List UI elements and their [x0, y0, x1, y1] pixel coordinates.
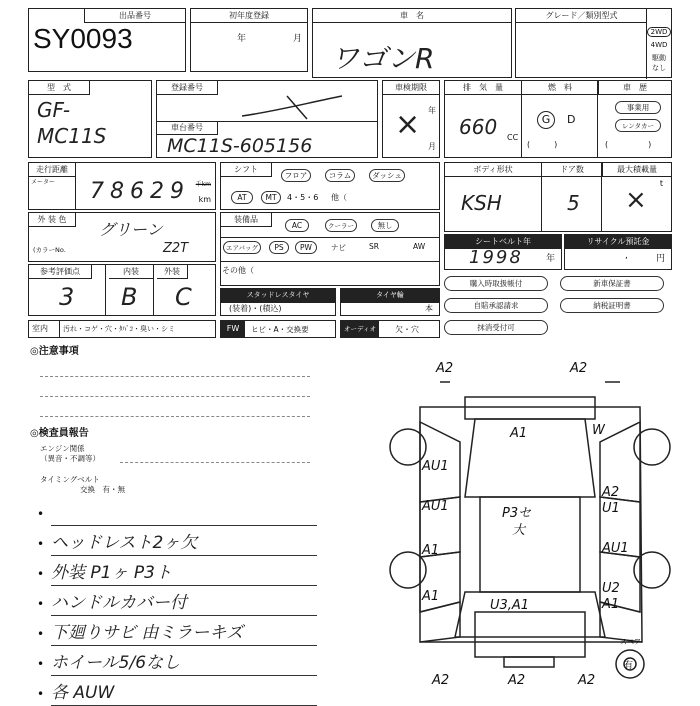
fw-box [220, 320, 336, 338]
equip-navi: ナビ [331, 243, 346, 252]
inspector-line: • 外装 P1ヶ P3ト [37, 560, 317, 586]
mark-top-right: A2 [570, 361, 588, 376]
equipment-label: 装備品 [221, 213, 272, 227]
mileage-label: 走行距離 [29, 163, 76, 177]
audio-box [340, 320, 440, 338]
shift-mt: MT [261, 191, 281, 204]
mileage-km: km [198, 195, 211, 204]
overall-grade: 3 [59, 283, 75, 311]
overall-grade-label: 参考評価点 [29, 265, 92, 279]
shift-dash: ダッシュ [369, 169, 405, 182]
doc-warranty: 新車保証書 [560, 276, 664, 291]
first-reg-year-unit: 年 [237, 34, 247, 44]
color-code-value: Z2T [163, 241, 189, 256]
equip-cooler: クーラー [325, 219, 357, 232]
mark-lf2: AU1 [422, 499, 449, 514]
mileage-box [28, 162, 216, 210]
first-registration-box [190, 8, 308, 72]
shift-floor: フロア [281, 169, 311, 182]
equip-ps: PS [269, 241, 289, 254]
exterior-grade-label: 外装 [157, 265, 188, 279]
displacement-value: 660 [459, 115, 498, 139]
inspection-month-unit: 月 [428, 142, 436, 151]
mileage-digits: 78629 [90, 179, 190, 204]
doors-label: ドア数 [541, 163, 602, 176]
studless-label: スタッドレスタイヤ [221, 289, 335, 303]
color-box [28, 212, 216, 262]
registration-cross-out [237, 91, 347, 121]
doors-value: 5 [567, 191, 580, 215]
seatbelt-box [444, 234, 562, 270]
spare-value: 有 [624, 661, 634, 671]
inspector-line: • ホイール5/6なし [37, 650, 317, 676]
inspector-label: ◎検査員報告 [30, 428, 89, 439]
mark-center2: 大 [512, 523, 526, 538]
car-name-value: ワゴンR [331, 42, 435, 75]
mark-rr: U2 [602, 581, 620, 596]
mark-top-left: A2 [436, 361, 454, 376]
exterior-grade: C [175, 283, 192, 311]
doc-manual: 納税証明書 [560, 298, 664, 313]
inspection-label: 車検期限 [383, 81, 439, 95]
model-box [28, 80, 152, 158]
grade-label: グレード／類別型式 [516, 9, 647, 23]
interior-grade: B [121, 283, 138, 311]
first-registration-label: 初年度登録 [191, 9, 307, 23]
cabin-items: 汚れ・コゲ・穴・ﾀﾊﾞｺ・臭い・シミ [63, 325, 175, 333]
recycle-box [564, 234, 672, 270]
car-name-box [312, 8, 512, 78]
inspection-year-unit: 年 [428, 106, 436, 115]
first-reg-month-unit: 月 [293, 34, 303, 44]
mark-bottom-right: A2 [578, 673, 596, 688]
notes-label: ◎注意事項 [30, 346, 79, 357]
doc-cancel: 抹消受付可 [444, 320, 548, 335]
studless-box: スタッドレスタイヤ (装着)・(積込) [220, 288, 336, 316]
fw-label: FW [221, 321, 245, 337]
audio-items: 欠・穴 [395, 325, 419, 334]
registration-box [156, 80, 378, 158]
body-type-value: KSH [461, 191, 502, 215]
chassis-value: MC11S-605156 [167, 135, 313, 157]
mark-lr2: A1 [422, 589, 440, 604]
equip-other: その他（ [222, 266, 254, 275]
shift-label: シフト [221, 163, 272, 177]
inspector-line: • ハンドルカバー付 [37, 590, 317, 616]
drive-4wd: 4WD [650, 41, 668, 49]
doc-purchase: 購入時取扱帳付 [444, 276, 548, 291]
mark-center: P3セ [502, 506, 532, 521]
meter-label: メーター [31, 179, 56, 186]
displacement-label: 排 気 量 [463, 83, 503, 92]
load-unit: t [659, 179, 663, 188]
color-label: 外 装 色 [29, 213, 76, 227]
fw-items: ヒビ・A・交換要 [251, 325, 309, 334]
inspector-line: • ヘッドレスト2ヶ欠 [37, 530, 317, 556]
model-value: GF- MC11S [37, 98, 107, 148]
shift-at: AT [231, 191, 253, 204]
color-code-label: (カラーNo. [33, 246, 66, 254]
shift-box [220, 162, 440, 210]
mark-lf: AU1 [422, 459, 449, 474]
equip-airbag: エアバッグ [223, 241, 261, 254]
mark-lr: A1 [422, 543, 440, 558]
shift-gears: 4・5・6 [287, 193, 319, 202]
mark-bottom-left: A2 [432, 673, 450, 688]
equip-ac: AC [285, 219, 309, 232]
mark-rf2: U1 [602, 501, 620, 516]
timing-swap: 交換 有・無 [80, 485, 125, 494]
grade-box [515, 8, 672, 78]
engine-box: 排 気 量 燃 料 車 歴 660 CC G D ( ) 事業用 レンタカー ( ) [444, 80, 672, 158]
mileage-unit-prefix: 千km [195, 181, 211, 188]
mark-rm: AU1 [602, 541, 629, 556]
body-type-label: ボディ形状 [473, 165, 513, 174]
load-label: 最大積載量 [602, 163, 671, 176]
car-name-label: 車 名 [313, 9, 511, 23]
studless-mounted: 装着 [232, 304, 249, 313]
tire-label: タイヤ輪 [341, 289, 439, 303]
tire-box [340, 288, 440, 316]
studless-loaded: 積込 [262, 304, 279, 313]
inspector-line: • 各 AUW [37, 680, 317, 706]
audio-label: オーディオ [341, 321, 379, 337]
cabin-box [28, 320, 216, 338]
color-value: グリーン [99, 220, 163, 239]
interior-grade-label: 内装 [109, 265, 154, 279]
fuel-d: D [567, 113, 576, 126]
recycle-sep: , [625, 251, 628, 261]
equip-none: 無し [371, 219, 399, 232]
damage-diagram [380, 352, 680, 697]
doc-selfcert: 自賠承認請求 [444, 298, 548, 313]
equipment-box [220, 212, 440, 262]
seatbelt-label: シートベルト年 [445, 235, 561, 249]
shift-other: 他（ [331, 193, 347, 202]
grades-box [28, 264, 216, 316]
model-label: 型 式 [29, 81, 90, 95]
seatbelt-year-unit: 年 [545, 254, 555, 264]
equip-aw: AW [413, 242, 426, 251]
fuel-g: G [537, 111, 555, 129]
tire-unit: 本 [425, 304, 433, 313]
equip-sr: SR [369, 242, 379, 251]
lot-number-value: SY0093 [33, 23, 133, 54]
body-box [444, 162, 672, 232]
mark-rear: U3,A1 [490, 598, 530, 613]
mark-w-right: W [592, 423, 605, 438]
drive-unknown-1: 駆動 [652, 54, 666, 62]
history-label: 車 歴 [598, 81, 671, 94]
lot-number-label: 出品番号 [84, 9, 185, 23]
inspection-box [382, 80, 440, 158]
cabin-label: 室内 [32, 324, 48, 333]
inspector-line: • 下廻りサビ 由ミラーキズ [37, 620, 317, 646]
load-cross: × [625, 185, 647, 215]
registration-label: 登録番号 [157, 81, 218, 95]
recycle-unit: 円 [655, 254, 665, 264]
fuel-label: 燃 料 [521, 81, 598, 94]
shift-column: コラム [325, 169, 355, 182]
inspector-line: • [37, 500, 317, 526]
mark-rr2: A1 [602, 597, 620, 612]
cc-unit: CC [507, 133, 519, 142]
history-business: 事業用 [615, 101, 661, 114]
timing-label: タイミングベルト [40, 475, 100, 484]
mark-rf: A2 [602, 485, 620, 500]
mark-bottom-mid: A2 [508, 673, 526, 688]
chassis-label: 車台番号 [157, 121, 218, 135]
history-rental: レンタカー [615, 119, 661, 132]
engine-notes-label: エンジン関係 （異音・不調等） [40, 444, 100, 463]
equip-pw: PW [295, 241, 317, 254]
spare-label: スペア [620, 638, 641, 646]
seatbelt-value: 1998 [469, 247, 523, 268]
inspection-cross: × [395, 107, 421, 142]
drive-unknown-2: なし [652, 64, 666, 72]
lot-number-box [28, 8, 186, 72]
drive-2wd: 2WD [647, 27, 671, 37]
recycle-label: リサイクル預託金 [565, 235, 671, 249]
mark-roof: A1 [510, 426, 528, 441]
